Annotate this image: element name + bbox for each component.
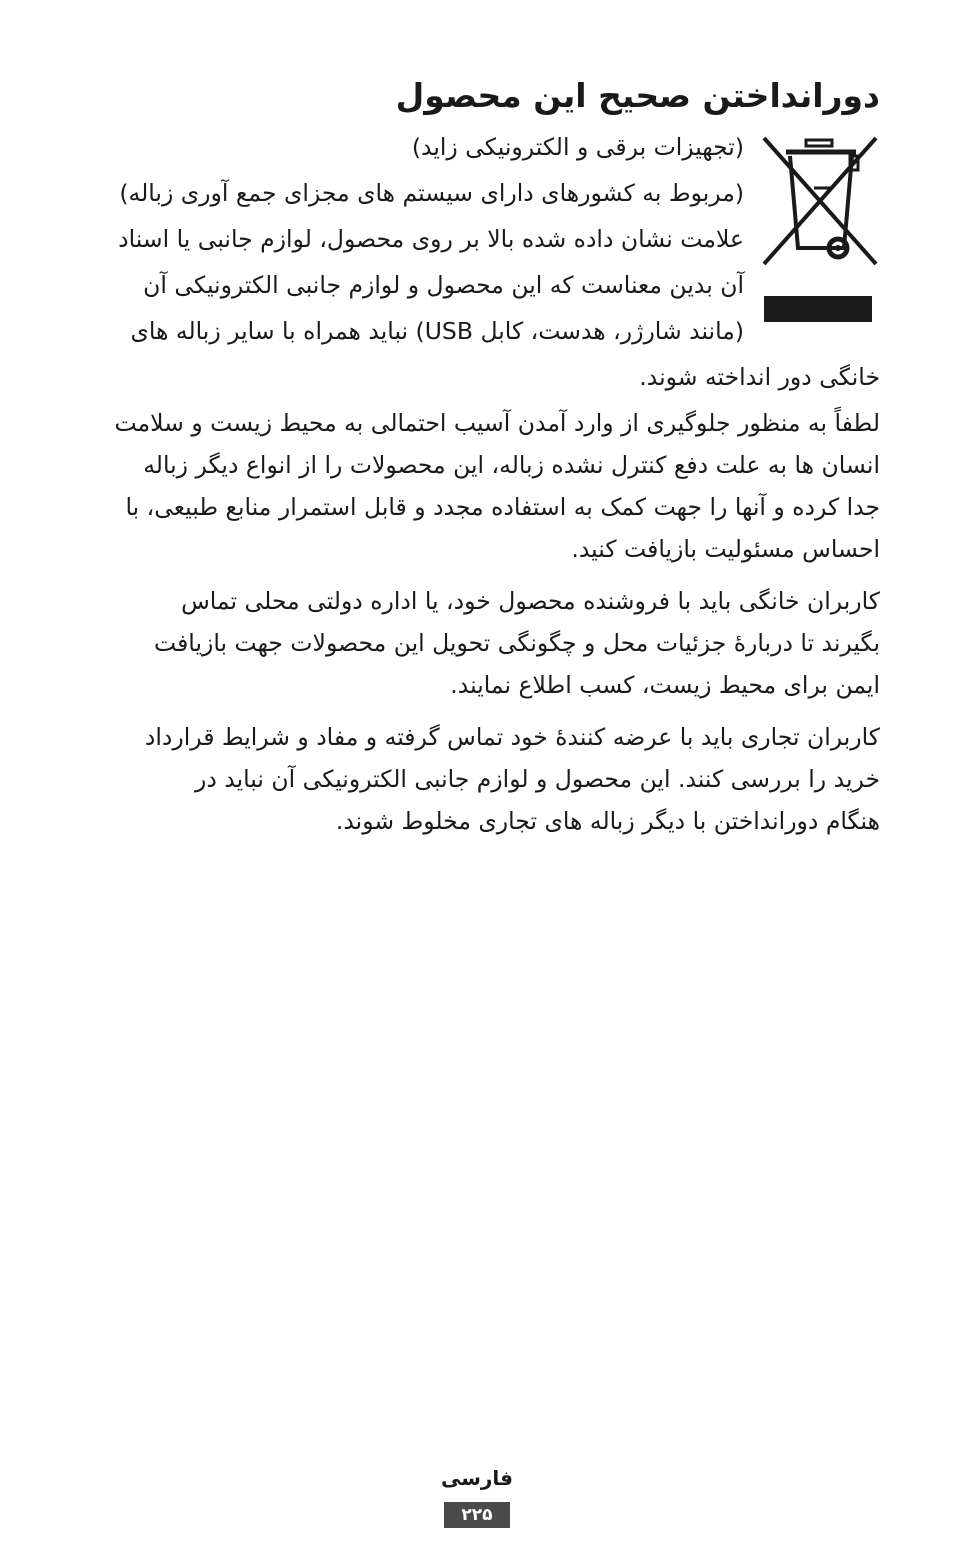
paragraph-line: کاربران تجاری باید با عرضه کنندهٔ خود تماس گرفته و مفاد و شرایط قرارداد bbox=[144, 723, 880, 751]
page-number-badge: ۲۲۵ bbox=[444, 1502, 510, 1528]
paragraph-line: احساس مسئولیت بازیافت کنید. bbox=[571, 535, 880, 563]
paragraph-business-users bbox=[74, 716, 880, 842]
weee-line: آن بدین معناست که این محصول و لوازم جانبی الکترونیکی آن bbox=[143, 271, 744, 299]
paragraph-line: لطفاً به منظور جلوگیری از وارد آمدن آسیب احتمالی به محیط زیست و سلامت bbox=[114, 409, 880, 437]
weee-line: (مربوط به کشورهای دارای سیستم های مجزای جمع آوری زباله) bbox=[119, 179, 744, 207]
paragraph-line: هنگام دورانداختن با دیگر زباله های تجاری مخلوط شوند. bbox=[335, 807, 880, 835]
weee-text-tail: خانگی دور انداخته شوند. bbox=[639, 363, 880, 391]
weee-line: علامت نشان داده شده بالا بر روی محصول، لوازم جانبی یا اسناد bbox=[118, 225, 744, 253]
weee-line: (تجهیزات برقی و الکترونیکی زاید) bbox=[411, 133, 744, 161]
crossed-out-wheelie-bin-icon bbox=[758, 130, 882, 270]
paragraph-line: جدا کرده و آنها را جهت کمک به استفاده مجدد و قابل استمرار منابع طبیعی، با bbox=[125, 493, 880, 521]
paragraph-household-users bbox=[74, 580, 880, 706]
weee-notice bbox=[70, 124, 880, 391]
weee-text bbox=[44, 124, 744, 354]
paragraph-environment bbox=[74, 402, 880, 570]
paragraph-line: انسان ها به علت دفع کنترل نشده زباله، این محصولات را از انواع دیگر زباله bbox=[143, 451, 880, 479]
weee-line: (مانند شارژر، هدست، کابل USB) نباید همراه با سایر زباله های bbox=[130, 317, 744, 345]
page-footer bbox=[0, 1462, 954, 1528]
paragraph-line: ایمن برای محیط زیست، کسب اطلاع نمایند. bbox=[450, 671, 880, 699]
weee-date-bar bbox=[764, 296, 872, 322]
footer-language: فارسی bbox=[440, 1466, 514, 1490]
page-title: دورانداختن صحیح این محصول bbox=[395, 76, 880, 115]
paragraph-line: خرید را بررسی کنند. این محصول و لوازم جانبی الکترونیکی آن نباید در bbox=[194, 765, 880, 793]
paragraph-line: کاربران خانگی باید با فروشنده محصول خود، یا اداره دولتی محلی تماس bbox=[181, 587, 880, 615]
paragraph-line: بگیرند تا دربارهٔ جزئیات محل و چگونگی تحویل این محصولات جهت بازیافت bbox=[154, 629, 880, 657]
